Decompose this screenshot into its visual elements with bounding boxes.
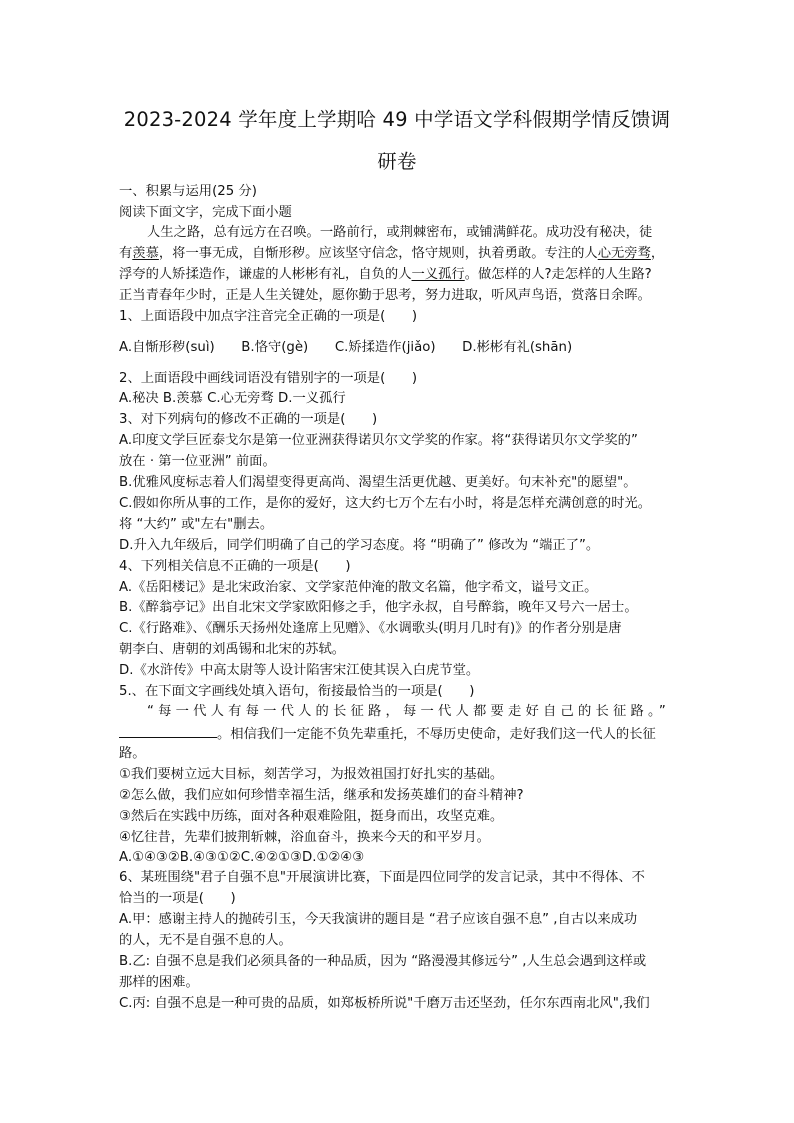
fill-in-blank[interactable]	[119, 724, 217, 738]
question-6-option-a: A.甲：感谢主持人的抛砖引玉，今天我演讲的题目是 “君子应该自强不息” ,自古以来成功	[119, 912, 638, 927]
question-4-option-c: C.《行路难》、《酬乐天扬州处逢席上见赠》、《水调歌头(明月几时有)》的作者分别是唐	[119, 621, 622, 636]
question-5-blank-line	[119, 724, 656, 743]
question-6-stem-cont: 恰当的一项是( )	[119, 891, 236, 906]
reading-instruction: 阅读下面文字，完成下面小题	[119, 205, 292, 220]
question-4-option-b: B.《醉翁亭记》出自北宋文学家欧阳修之手，他字永叔，自号醉翁，晚年又号六一居士。	[119, 600, 638, 615]
question-2-options: A.秘决 B.羡慕 C.心无旁骛 D.一义孤行	[119, 391, 346, 406]
passage-text: 浮夸的人矫揉造作，谦虚的人彬彬有礼，自负的人	[119, 267, 412, 282]
question-6-option-c: C.丙: 自强不息是一种可贵的品质，如郑板桥所说"千磨万击还坚劲，任尔东西南北风",我们	[119, 996, 650, 1011]
question-5-line-3: 路。	[119, 746, 146, 761]
question-5-text: 。相信我们一定能不负先辈重托，不辱历史使命，走好我们这一代人的长征	[217, 727, 656, 742]
question-3-option-b: B.优雅风度标志着人们渴望变得更高尚、渴望生活更优越、更美好。句末补充"的愿望"。	[119, 475, 637, 490]
question-4-stem: 4、下列相关信息不正确的一项是( )	[119, 559, 351, 574]
question-6-option-b: B.乙: 自强不息是我们必须具备的一种品质，因为 “路漫漫其修远兮” ,人生总会遇到这样或	[119, 954, 647, 969]
passage-text: ，将一事无成，自惭形秽。应该坚守信念，恪守规则，执着勇敢。专注的人	[158, 246, 598, 261]
question-6-option-a-cont: 的人，无不是自强不息的人。	[119, 933, 292, 948]
question-3-option-c-cont: 将 “大约” 或"左右"删去。	[119, 517, 274, 532]
question-4-option-a: A.《岳阳楼记》是北宋政治家、文学家范仲淹的散文名篇，他字希文，谥号文正。	[119, 580, 598, 595]
underlined-word: 羡慕	[132, 246, 159, 261]
passage-line-2	[119, 245, 664, 262]
underlined-word: 一义孤行	[411, 267, 465, 282]
question-2-stem: 2、上面语段中画线词语没有错别字的一项是( )	[119, 371, 418, 386]
passage-text: ，	[650, 246, 665, 261]
exam-title-line2: 研卷	[377, 150, 417, 173]
question-5-sentence-4: ④忆往昔，先辈们披荆斩棘，浴血奋斗，换来今天的和平岁月。	[119, 830, 490, 845]
passage-text: 。做怎样的人?走怎样的人生路?	[464, 267, 652, 282]
question-5-sentence-1: ①我们要树立远大目标，刻苦学习，为报效祖国打好扎实的基础。	[119, 767, 504, 782]
question-5-sentence-3: ③然后在实践中历练，面对各种艰难险阻，挺身而出，攻坚克难。	[119, 809, 504, 824]
section-heading: 一、积累与运用(25 分)	[119, 184, 257, 199]
question-3-option-a: A.印度文学巨匠泰戈尔是第一位亚洲获得诺贝尔文学奖的作家。将“获得诺贝尔文学奖的”	[119, 433, 638, 448]
question-6-stem: 6、某班围绕"君子自强不息"开展演讲比赛，下面是四位同学的发言记录，其中不得体、不	[119, 870, 645, 885]
question-3-option-c: C.假如你所从事的工作，是你的爱好，这大约七万个左右小时，将是怎样充满创意的时光。	[119, 496, 652, 511]
question-1-options: A.自惭形秽(suì) B.恪守(gè) C.矫揉造作(jiǎo) D.彬彬有礼(shān)	[119, 340, 573, 355]
question-5-quote: “每一代人有每一代人的长征路，每一代人都要走好自己的长征路。”	[147, 704, 670, 719]
passage-line-1: 人生之路，总有远方在召唤。一路前行，或荆棘密布，或铺满鲜花。成功没有秘决，徒	[147, 225, 653, 240]
passage-text: 有	[119, 246, 133, 261]
passage-line-3	[119, 266, 652, 283]
question-3-stem: 3、对下列病句的修改不正确的一项是( )	[119, 412, 378, 427]
question-1-stem: 1、上面语段中加点字注音完全正确的一项是( )	[119, 309, 418, 324]
question-4-option-c-cont: 朝李白、唐朝的刘禹锡和北宋的苏轼。	[119, 642, 346, 657]
question-4-option-d: D.《水浒传》中高太尉等人设计陷害宋江使其误入白虎节堂。	[119, 663, 480, 678]
question-5-options: A.①④③②B.④③①②C.④②①③D.①②④③	[119, 850, 365, 865]
question-5-sentence-2: ②怎么做，我们应如何珍惜幸福生活，继承和发扬英雄们的奋斗精神?	[119, 788, 524, 803]
underlined-word: 心无旁骛	[597, 246, 651, 261]
exam-title-line1: 2023-2024 学年度上学期哈 49 中学语文学科假期学情反馈调	[123, 108, 671, 131]
question-3-option-a-cont: 放在 · 第一位亚洲” 前面。	[119, 454, 276, 469]
question-3-option-d: D.升入九年级后，同学们明确了自己的学习态度。将 “明确了” 修改为 “端正了”。	[119, 538, 600, 553]
question-5-stem: 5.、在下面文字画线处填入语句，衔接最恰当的一项是( )	[119, 684, 475, 699]
passage-line-4: 正当青春年少时，正是人生关键处，愿你勤于思考，努力进取，听风声鸟语，赏落日余晖。	[119, 288, 651, 303]
question-6-option-b-cont: 那样的困难。	[119, 975, 199, 990]
